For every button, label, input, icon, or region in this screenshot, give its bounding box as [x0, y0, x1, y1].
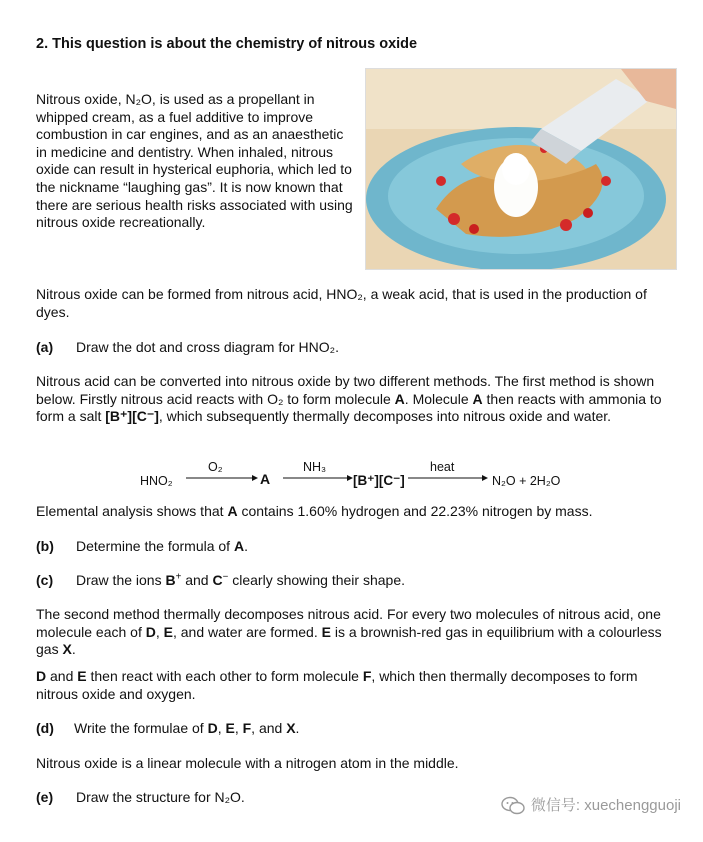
- part-e-text: Draw the structure for N₂O.: [76, 789, 245, 805]
- salt-formula: [B⁺][C⁻]: [105, 408, 159, 425]
- ion-b: B: [165, 572, 176, 588]
- molecule-e: E: [163, 623, 173, 640]
- scheme-products: N₂O + 2H₂O: [492, 474, 561, 488]
- arrow-1: [186, 473, 258, 483]
- method2-comma: ,: [155, 623, 164, 640]
- part-d-d: D: [207, 720, 218, 736]
- molecule-d: D: [145, 623, 156, 640]
- part-b-text: Determine the formula of: [76, 538, 234, 554]
- gas-x: X: [62, 641, 72, 658]
- molecule-e-2: E: [321, 623, 331, 640]
- method2-text-1: The second method thermally decomposes nitrous acid. For every two molecules of nitrous acid, one molecule each of: [36, 606, 661, 640]
- part-a-label: (a): [36, 339, 54, 355]
- molecule-a-2: A: [472, 390, 483, 407]
- watermark-text: 微信号: xuechengguoji: [530, 797, 681, 815]
- molecule-a: A: [394, 390, 405, 407]
- part-b-label: (b): [36, 538, 54, 554]
- reaction-scheme: [140, 457, 600, 497]
- part-a-text: Draw the dot and cross diagram for HNO₂.: [76, 339, 339, 355]
- part-b: [36, 538, 676, 556]
- part-c-text-1: Draw the ions: [76, 572, 166, 588]
- part-c-label: (c): [36, 572, 54, 588]
- method2-text-3: is a brownish-red gas in equilibrium with a colourless gas: [36, 623, 662, 658]
- whipped-cream-crepe-photo: [365, 68, 677, 270]
- molecule-d-2: D: [36, 668, 47, 684]
- question-title: 2. This question is about the chemistry of nitrous oxide: [36, 36, 418, 52]
- scheme-reactant: HNO₂: [140, 474, 173, 488]
- part-d-text: Write the formulae of: [74, 720, 208, 736]
- method2b-text-2: then react with each other to form molecule: [86, 668, 363, 684]
- part-c-and: and: [181, 572, 213, 588]
- part-d-end: .: [295, 720, 300, 736]
- part-c: [36, 572, 676, 590]
- ion-c-charge: −: [222, 571, 229, 583]
- method1-text-3: then reacts with ammonia to form a salt: [36, 390, 662, 425]
- method1-text-4: , which subsequently thermally decomposes into nitrous oxide and water.: [158, 408, 612, 425]
- linear-molecule-text: Nitrous oxide is a linear molecule with a nitrogen atom in the middle.: [36, 755, 459, 771]
- method2b-paragraph: [36, 668, 676, 703]
- elemental-analysis: [36, 503, 676, 521]
- method2-text-2: , and water are formed.: [172, 623, 322, 640]
- elemental-text-2: contains 1.60% hydrogen and 22.23% nitrogen by mass.: [237, 503, 593, 519]
- scheme-salt: [B⁺][C⁻]: [353, 473, 405, 488]
- method1-paragraph: [36, 373, 676, 426]
- molecule-f: F: [362, 668, 372, 684]
- part-e-label: (e): [36, 789, 54, 805]
- part-d-and: , and: [251, 720, 287, 736]
- part-d: (d) Write the formulae of D, E, F, and X.: [36, 720, 300, 736]
- part-d-label: (d): [36, 720, 54, 736]
- method2-text-4: .: [71, 641, 76, 658]
- method2b-text-1: and: [46, 668, 78, 684]
- part-d-x: X: [286, 720, 296, 736]
- method1-text-1: Nitrous acid can be converted into nitrous oxide by two different methods. The first method is shown below. Firstly nitrous acid reacts with O₂ to form molecule: [36, 373, 655, 407]
- scheme-reagent-nh3: NH₃: [303, 460, 327, 474]
- part-b-a: A: [233, 538, 245, 554]
- scheme-reagent-o2: O₂: [208, 460, 223, 474]
- scheme-reagent-heat: heat: [430, 460, 455, 474]
- watermark: [501, 796, 681, 816]
- method2b-text-3: , which then thermally decomposes to form nitrous oxide and oxygen.: [36, 668, 638, 702]
- method2-paragraph: [36, 606, 676, 659]
- ion-c: C: [212, 572, 223, 588]
- intro-paragraph: Nitrous oxide, N₂O, is used as a propellant in whipped cream, as a fuel additive to improve combustion in car engines, and as an anaesthetic in medicine and dentistry. When inhaled, nitrous oxide can result in hysterical euphoria, which led to the nickname “laughing gas”. It is now known that there are serious health risks associated with using nitrous oxide recreationally.: [36, 91, 353, 231]
- ion-b-charge: +: [175, 571, 182, 583]
- part-d-e: E: [225, 720, 235, 736]
- part-c-text-2: clearly showing their shape.: [228, 572, 405, 588]
- scheme-intermediate-a: A: [260, 471, 271, 487]
- method1-text-2: . Molecule: [404, 390, 473, 407]
- part-d-f: F: [242, 720, 252, 736]
- wechat-icon: [501, 796, 525, 816]
- molecule-e-3: E: [77, 668, 87, 684]
- elemental-text-1: Elemental analysis shows that: [36, 503, 228, 519]
- elemental-a: A: [227, 503, 238, 519]
- part-a: [36, 339, 676, 357]
- photo-illustration: [366, 69, 676, 269]
- part-b-end: .: [244, 538, 248, 554]
- formation-paragraph: Nitrous oxide can be formed from nitrous acid, HNO₂, a weak acid, that is used in the production of dyes.: [36, 286, 647, 320]
